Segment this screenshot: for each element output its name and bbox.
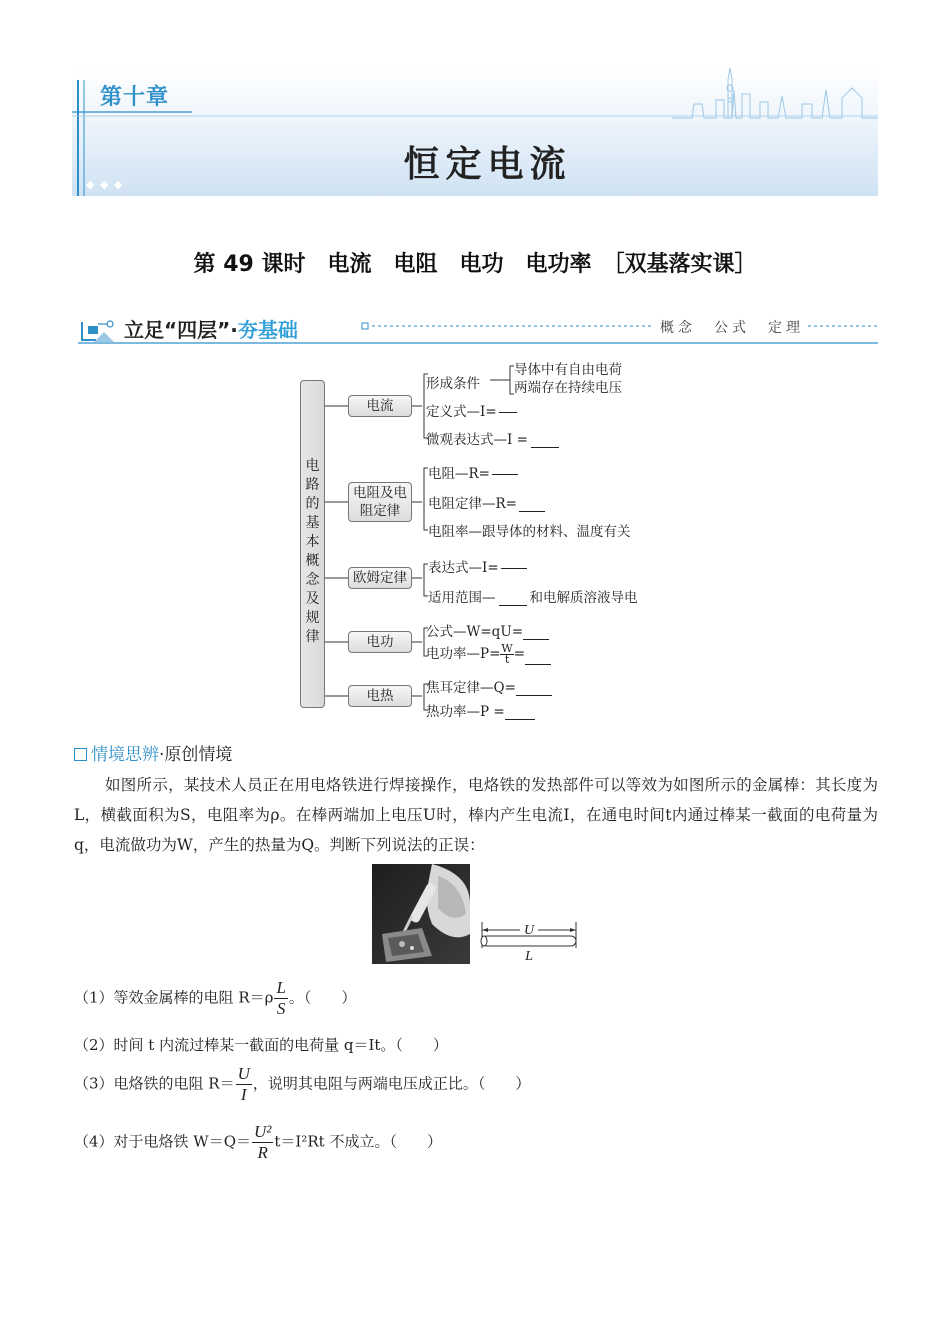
q3-suffix: ，说明其电阻与两端电压成正比。（ ）: [252, 1074, 531, 1093]
leaf-joule-law: 焦耳定律—Q=: [426, 676, 552, 696]
leaf-continuous-voltage: 两端存在持续电压: [514, 380, 622, 396]
soldering-iron-image: [372, 864, 470, 964]
q4-suffix: t＝I²Rt 不成立。（ ）: [274, 1132, 442, 1151]
node-resistance: 电阻及电阻定律: [348, 482, 412, 522]
leaf-ohm-scope: 适用范围— 和电解质溶液导电: [428, 590, 638, 606]
scenario-heading-sub: 原创情境: [164, 745, 233, 765]
q1-suffix: 。（ ）: [288, 988, 357, 1007]
checkbox-icon: [74, 748, 87, 761]
chapter-label: 第十章: [100, 85, 170, 110]
q3-numerator: U: [237, 1064, 250, 1083]
skyline-icon: [672, 68, 878, 120]
metal-rod-diagram: [476, 918, 580, 962]
q1-prefix: （1）等效金属棒的电阻 R＝ρ: [74, 988, 274, 1007]
section-title-accent: 夯基础: [237, 318, 298, 342]
leaf-heat-power: 热功率—P =: [426, 700, 535, 720]
leaf-formation-condition: 形成条件: [426, 376, 480, 392]
q4-fraction: [252, 1122, 273, 1163]
q1-denominator: S: [276, 999, 286, 1018]
node-electric-heat: 电热: [348, 685, 412, 707]
q1-fraction: [274, 978, 287, 1019]
leaf-resistance-law: 电阻定律—R=: [428, 492, 545, 512]
scenario-heading: [74, 740, 232, 765]
q4-denominator: R: [257, 1143, 268, 1162]
leaf-resistivity: 电阻率—跟导体的材料、温度有关: [428, 524, 631, 540]
question-1: [74, 978, 356, 1019]
section-tags: 概念 公式 定理: [656, 317, 808, 337]
leaf-ohm-expression: 表达式—I=: [428, 556, 527, 579]
leaf-resistance-def: 电阻—R=: [428, 462, 518, 485]
leaf-definition-formula: 定义式—I=: [426, 400, 517, 423]
scenario-heading-dot: ·: [159, 745, 165, 765]
question-2: （2）时间 t 内流过棒某一截面的电荷量 q＝It。（ ）: [74, 1036, 448, 1054]
q4-numerator: U²: [254, 1122, 272, 1141]
leaf-power-formula: 电功率—P= $\frac{W}{t}$ =: [426, 642, 551, 665]
chapter-title: 恒定电流: [403, 144, 572, 185]
scenario-paragraph: 如图所示，某技术人员正在用电烙铁进行焊接操作，电烙铁的发热部件可以等效为如图所示的金属棒：其长度为L，横截面积为S，电阻率为ρ。在棒两端加上电压U时，棒内产生电流I，在通电时间t内通过棒某一截面的电荷量为q，电流做功为W，产生的热量为Q。判断下列说法的正误：: [74, 776, 878, 854]
leaf-work-formula: 公式—W=qU=: [426, 620, 549, 640]
lesson-title: 第 49 课时 电流 电阻 电功 电功率 ［双基落实课］: [193, 252, 757, 277]
q3-fraction: [236, 1064, 252, 1105]
q3-denominator: I: [240, 1085, 247, 1104]
q1-numerator: L: [276, 978, 286, 997]
question-4: [74, 1122, 442, 1163]
rod-label-l: L: [525, 949, 533, 962]
q4-prefix: （4）对于电烙铁 W＝Q＝: [74, 1132, 252, 1151]
q3-prefix: （3）电烙铁的电阻 R＝: [74, 1074, 235, 1093]
concept-mindmap: [296, 358, 676, 720]
rod-label-u: U: [523, 923, 535, 938]
section-title-main: 立足“四层”·: [124, 318, 238, 342]
node-current: 电流: [348, 395, 412, 417]
scenario-heading-text: 情境思辨: [91, 745, 159, 765]
section-title: [124, 314, 298, 343]
node-electric-work: 电功: [348, 631, 412, 653]
mindmap-root: 电 路 的 基 本 概 念 及 规 律: [300, 380, 325, 708]
question-3: [74, 1064, 530, 1105]
section-bar: [78, 312, 878, 348]
leaf-micro-formula: 微观表达式—I =: [426, 428, 559, 448]
diamond-icons: ◆ ◆ ◆: [86, 178, 124, 191]
node-ohms-law: 欧姆定律: [348, 567, 412, 589]
leaf-free-charges: 导体中有自由电荷: [514, 362, 622, 378]
soldering-photo: [372, 864, 470, 964]
